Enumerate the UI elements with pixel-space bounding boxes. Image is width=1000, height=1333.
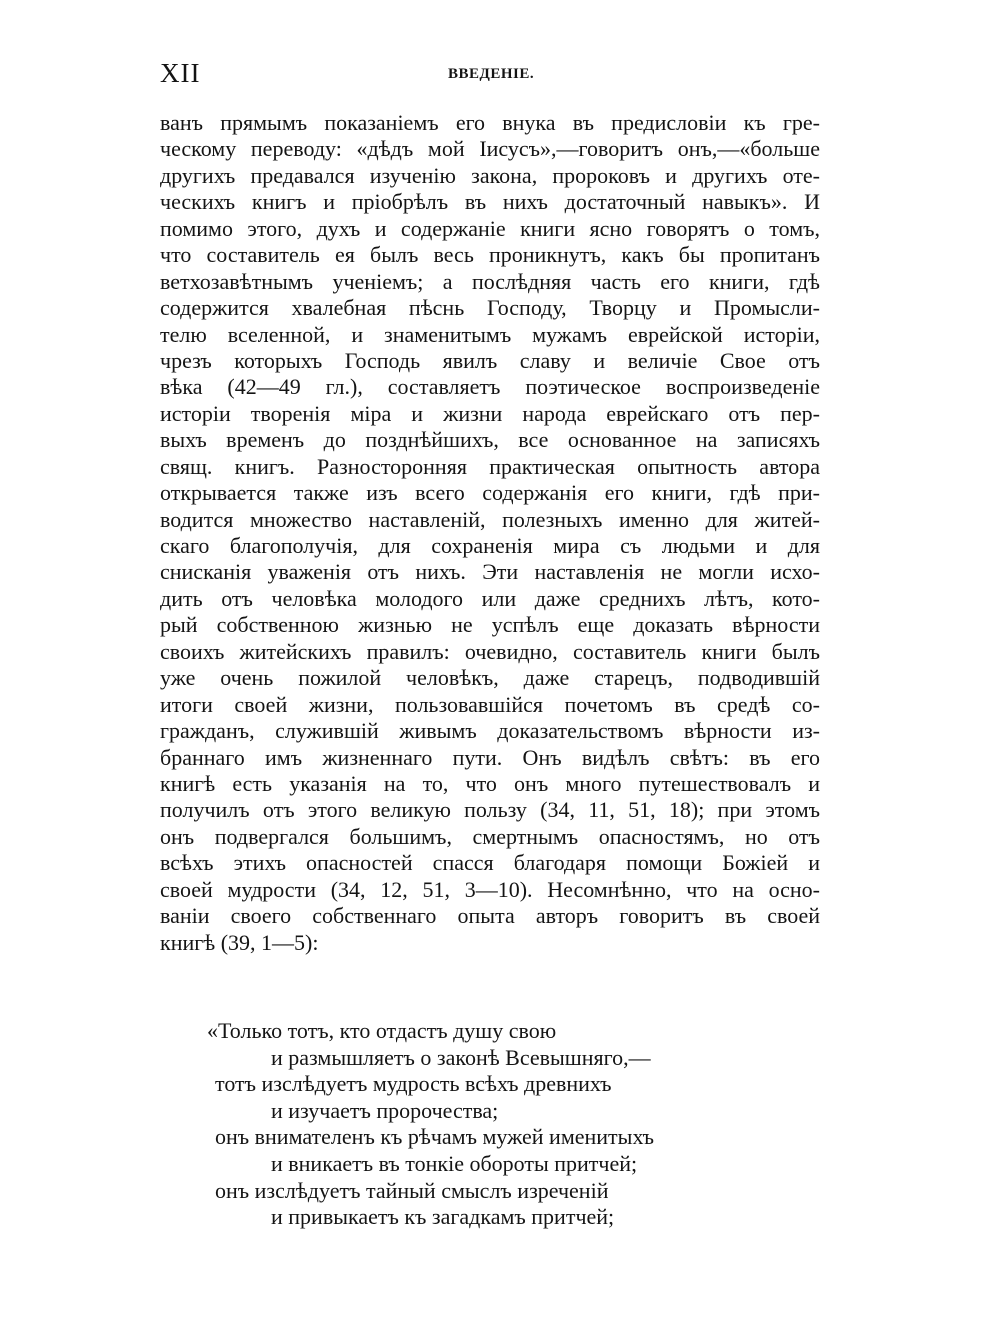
body-line-last: книгѣ (39, 1—5): [160,929,319,955]
body-line: помимо этого, духъ и содержаніе книги ясно говорятъ о томъ, [160,215,820,241]
running-head [160,58,820,88]
body-line: дить отъ человѣка молодого или даже среднихъ лѣтъ, кото- [160,585,820,611]
body-line: уже очень пожилой человѣкъ, даже старецъ, подводившій [160,665,820,691]
body-line: снисканія уваженія отъ нихъ. Эти наставленія не могли исхо- [160,559,820,585]
body-line: другихъ предавался изученію закона, пророковъ и другихъ оте- [160,162,820,188]
verse-line: и изучаетъ пророчества; [271,1097,499,1123]
body-line: книгѣ есть указанія на то, что онъ много путешествовалъ и [160,770,820,796]
body-line: ванъ прямымъ показаніемъ его внука въ предисловіи къ гре- [160,110,820,135]
body-line: чрезъ которыхъ Господь явилъ славу и величіе Свое отъ [160,347,820,373]
verse-line: «Только тотъ, кто отдастъ душу свою [207,1018,557,1043]
verse-line: онъ внимателенъ къ рѣчамъ мужей именитыхъ [215,1124,654,1150]
body-line: скаго благополучія, для сохраненія мира съ людьми и для [160,533,820,558]
running-title: ВВЕДЕНІЕ. [448,66,535,82]
body-line: своей мудрости (34, 12, 51, 3—10). Несомнѣнно, что на осно- [160,876,820,902]
verse-line: онъ изслѣдуетъ тайный смыслъ изреченій [215,1177,609,1203]
body-line: итоги своей жизни, пользовавшійся почетомъ въ средѣ со- [160,691,820,717]
body-line: содержится хвалебная пѣснь Господу, Творцу и Промысли- [160,295,820,321]
body-line: своихъ житейскихъ правилъ: очевидно, составитель книги былъ [160,638,820,664]
body-line: что составитель ея былъ весь проникнутъ, какъ бы пропитанъ [160,242,820,268]
body-line: браннаго имъ жизненнаго пути. Онъ видѣлъ свѣтъ: въ его [160,744,820,770]
body-line: выхъ временъ до позднѣйшихъ, все основанное на записяхъ [160,427,820,453]
body-text [160,110,820,956]
body-line: ваніи своего собственнаго опыта авторъ говоритъ въ своей [160,903,820,929]
body-line: исторіи творенія міра и жизни народа еврейскаго отъ пер- [160,400,820,426]
verse-quotation [207,1018,775,1231]
body-line: получилъ отъ этого великую пользу (34, 11, 51, 18); при этомъ [160,797,820,823]
verse-line: и вникаетъ въ тонкіе обороты притчей; [271,1150,638,1176]
body-line: открывается также изъ всего содержанія его книги, гдѣ при- [160,480,820,506]
body-line: всѣхъ этихъ опасностей спасся благодаря помощи Божіей и [160,850,820,876]
verse-line: тотъ изслѣдуетъ мудрость всѣхъ древнихъ [215,1071,612,1097]
body-line: ветхозавѣтнымъ ученіемъ; а послѣдняя часть его книги, гдѣ [160,268,820,294]
body-line: водится множество наставленій, полезныхъ именно для житей- [160,506,820,532]
body-line: вѣка (42—49 гл.), составляетъ поэтическое воспроизведеніе [160,374,820,400]
page-number: XII [160,58,201,88]
verse-line: и привыкаетъ къ загадкамъ притчей; [271,1204,615,1230]
body-line: рый собственною жизнью не успѣлъ еще доказать вѣрности [160,612,820,638]
body-line: телю вселенной, и знаменитымъ мужамъ еврейской исторіи, [160,321,820,347]
body-line: свящ. книгъ. Разносторонняя практическая опытность автора [160,453,820,479]
body-line: ческихъ книгъ и пріобрѣлъ въ нихъ достаточный навыкъ». И [160,189,820,215]
verse-line: и размышляетъ о законѣ Всевышняго,— [271,1044,651,1070]
body-line: гражданъ, служившій живымъ доказательствомъ вѣрности из- [160,718,820,744]
body-line: ческому переводу: «дѣдъ мой Іисусъ»,—говоритъ онъ,—«больше [160,136,820,162]
body-line: онъ подвергался большимъ, смертнымъ опасностямъ, но отъ [160,823,820,849]
